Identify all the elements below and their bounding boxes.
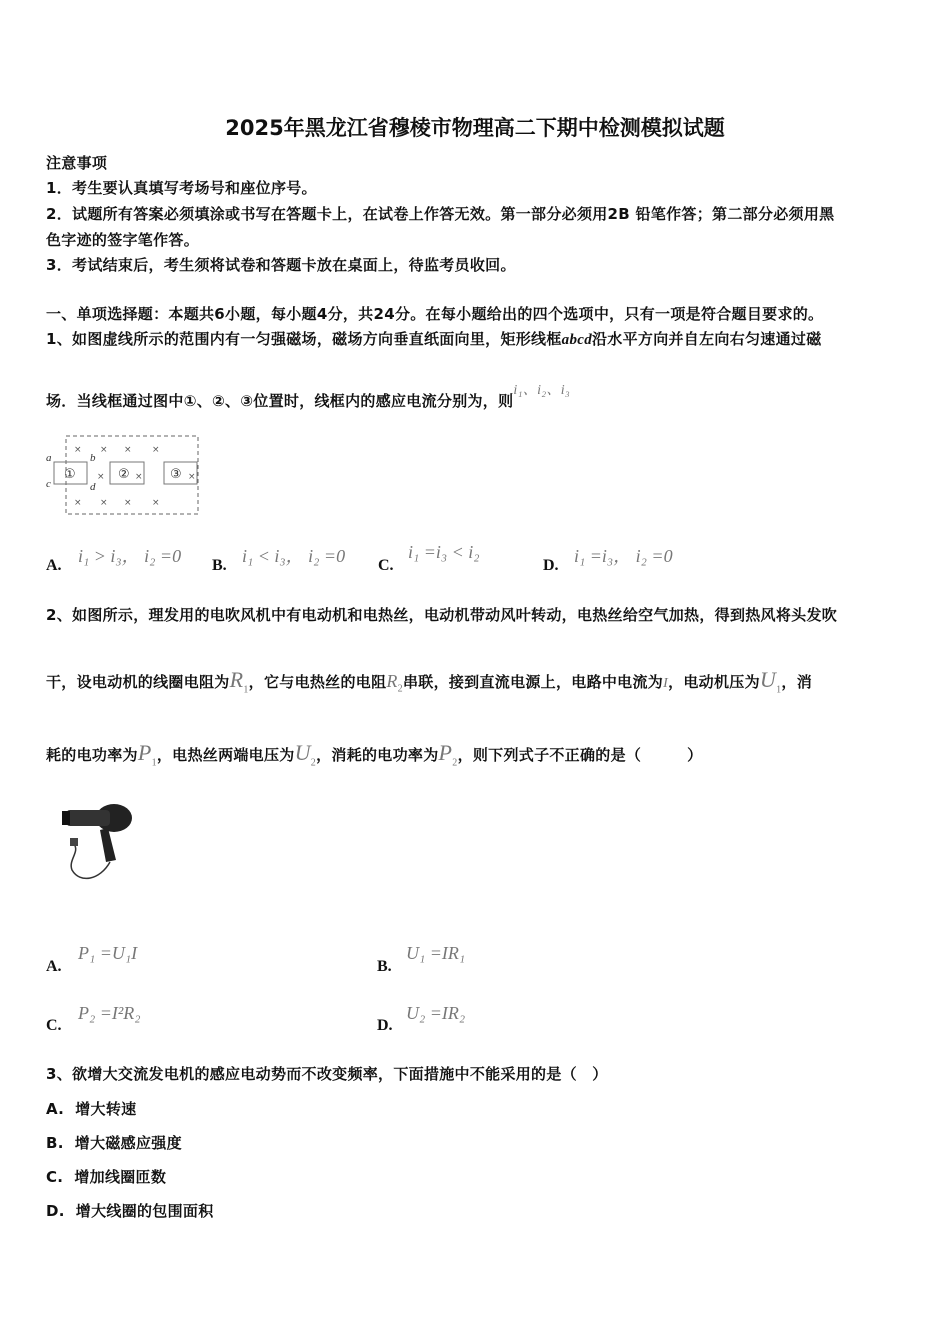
text: ，消耗的电功率为	[316, 746, 439, 764]
notice-heading: 注意事项	[46, 154, 108, 172]
option-b-letter[interactable]: B.	[212, 557, 227, 574]
option-a-letter[interactable]: A.	[46, 958, 62, 975]
svg-text:×: ×	[124, 445, 132, 455]
svg-text:×: ×	[97, 472, 105, 482]
symbol: R	[229, 667, 244, 692]
text: 耗的电功率为	[46, 746, 138, 764]
option-c[interactable]: P₂ =I²R₂	[78, 1003, 141, 1023]
text: ，消	[781, 673, 812, 691]
svg-text:×: ×	[100, 445, 108, 455]
label-a: a	[46, 452, 52, 464]
q1-stem-line2	[46, 383, 571, 411]
text: ，则下列式子不正确的是（ ）	[457, 746, 703, 764]
r2-symbol	[386, 671, 403, 695]
symbol: P	[438, 740, 453, 765]
subscript: 2	[452, 757, 458, 769]
svg-text:×: ×	[74, 498, 82, 508]
q3-stem: 3、欲增大交流发电机的感应电动势而不改变频率，下面措施中不能采用的是（ ）	[46, 1065, 608, 1083]
hair-dryer-image	[60, 800, 140, 888]
text: ，它与电热丝的电阻	[248, 673, 387, 691]
option-d[interactable]: U₂ =IR₂	[406, 1003, 466, 1023]
section-heading: 一、单项选择题：本题共6小题，每小题4分，共24分。在每小题给出的四个选项中，只有一项是符合题目要求的。	[46, 305, 824, 323]
svg-text:×: ×	[124, 498, 132, 508]
option-b[interactable]: i₁ < i₃， i₂ =0	[242, 546, 346, 566]
option-text: 增大线圈的包围面积	[75, 1202, 214, 1220]
subscript: 1	[776, 684, 782, 696]
q3-option-d[interactable]	[46, 1200, 214, 1221]
option-b[interactable]: U₁ =IR₁	[406, 943, 466, 963]
option-text: 增大磁感应强度	[74, 1134, 182, 1152]
q3-option-c[interactable]	[46, 1166, 166, 1187]
text: 串联，接到直流电源上，电路中电流为	[402, 673, 664, 691]
label-b: b	[90, 452, 96, 464]
option-b-letter[interactable]: B.	[377, 958, 392, 975]
option-d[interactable]: i₁ =i₃， i₂ =0	[574, 546, 673, 566]
symbol: U	[294, 740, 311, 765]
q2-stem-line1: 2、如图所示，理发用的电吹风机中有电动机和电热丝，电动机带动风叶转动，电热丝给空气加热，得到热风将头发吹	[46, 606, 838, 624]
text: ，电热丝两端电压为	[156, 746, 295, 764]
p1-symbol	[137, 740, 157, 769]
text: 沿水平方向并自左向右匀速通过磁	[592, 330, 822, 348]
position-3: ③	[170, 467, 182, 482]
position-2: ②	[118, 467, 130, 482]
symbol: P	[137, 740, 152, 765]
option-text: 增大转速	[75, 1100, 137, 1118]
option-d-letter[interactable]: D.	[543, 557, 559, 574]
q3-option-a[interactable]	[46, 1098, 136, 1119]
q2-stem-line3	[46, 740, 702, 768]
option-c[interactable]: i₁ =i₃ < i₂	[408, 542, 480, 562]
subscript: 1	[243, 684, 249, 696]
currents-formula: i₁、i₂、i₃	[513, 383, 571, 398]
u2-symbol	[294, 740, 317, 769]
q3-option-b[interactable]	[46, 1132, 182, 1153]
notice-item: 3．考试结束后，考生须将试卷和答题卡放在桌面上，待监考员收回。	[46, 256, 516, 274]
option-a[interactable]: i₁ > i₃， i₂ =0	[78, 546, 182, 566]
text: 干，设电动机的线圈电阻为	[46, 673, 230, 691]
label-d: d	[90, 481, 96, 493]
option-letter: A.	[46, 1100, 65, 1118]
p2-symbol	[438, 740, 458, 769]
option-text: 增加线圈匝数	[74, 1168, 167, 1186]
subscript: 1	[151, 757, 157, 769]
notice-item: 1．考生要认真填写考场号和座位序号。	[46, 179, 317, 197]
q2-stem-line2	[46, 667, 812, 695]
position-1: ①	[64, 467, 76, 482]
svg-text:×: ×	[152, 445, 160, 455]
abcd-label: abcd	[561, 332, 592, 348]
svg-text:×: ×	[135, 472, 143, 482]
symbol: R	[386, 671, 398, 691]
option-a[interactable]: P₁ =U₁I	[78, 943, 138, 963]
i-symbol: I	[663, 676, 669, 691]
option-a-letter[interactable]: A.	[46, 557, 62, 574]
svg-text:×: ×	[152, 498, 160, 508]
subscript: 2	[310, 757, 317, 769]
option-letter: C.	[46, 1168, 64, 1186]
notice-item: 色字迹的签字笔作答。	[46, 231, 200, 249]
page-title: 2025年黑龙江省穆棱市物理高二下期中检测模拟试题	[225, 116, 725, 140]
svg-text:×: ×	[74, 445, 82, 455]
option-c-letter[interactable]: C.	[378, 557, 394, 574]
u1-symbol	[759, 667, 782, 696]
text: ，电动机压为	[668, 673, 760, 691]
option-letter: D.	[46, 1202, 65, 1220]
r1-symbol	[229, 667, 249, 696]
option-d-letter[interactable]: D.	[377, 1017, 393, 1034]
text: 场．当线框通过图中①、②、③位置时，线框内的感应电流分别为，则	[46, 392, 514, 410]
q1-stem-line1	[46, 328, 822, 349]
label-c: c	[46, 478, 51, 490]
text: 1、如图虚线所示的范围内有一匀强磁场，磁场方向垂直纸面向里，矩形线框	[46, 330, 562, 348]
subscript: 2	[397, 683, 403, 695]
option-c-letter[interactable]: C.	[46, 1017, 62, 1034]
symbol: U	[759, 667, 777, 692]
magnetic-field-figure	[44, 432, 209, 517]
svg-text:×: ×	[188, 472, 196, 482]
notice-item: 2．试题所有答案必须填涂或书写在答题卡上，在试卷上作答无效。第一部分必须用2B 铅笔作答；第二部分必须用黑	[46, 205, 835, 223]
option-letter: B.	[46, 1134, 64, 1152]
svg-text:×: ×	[100, 498, 108, 508]
